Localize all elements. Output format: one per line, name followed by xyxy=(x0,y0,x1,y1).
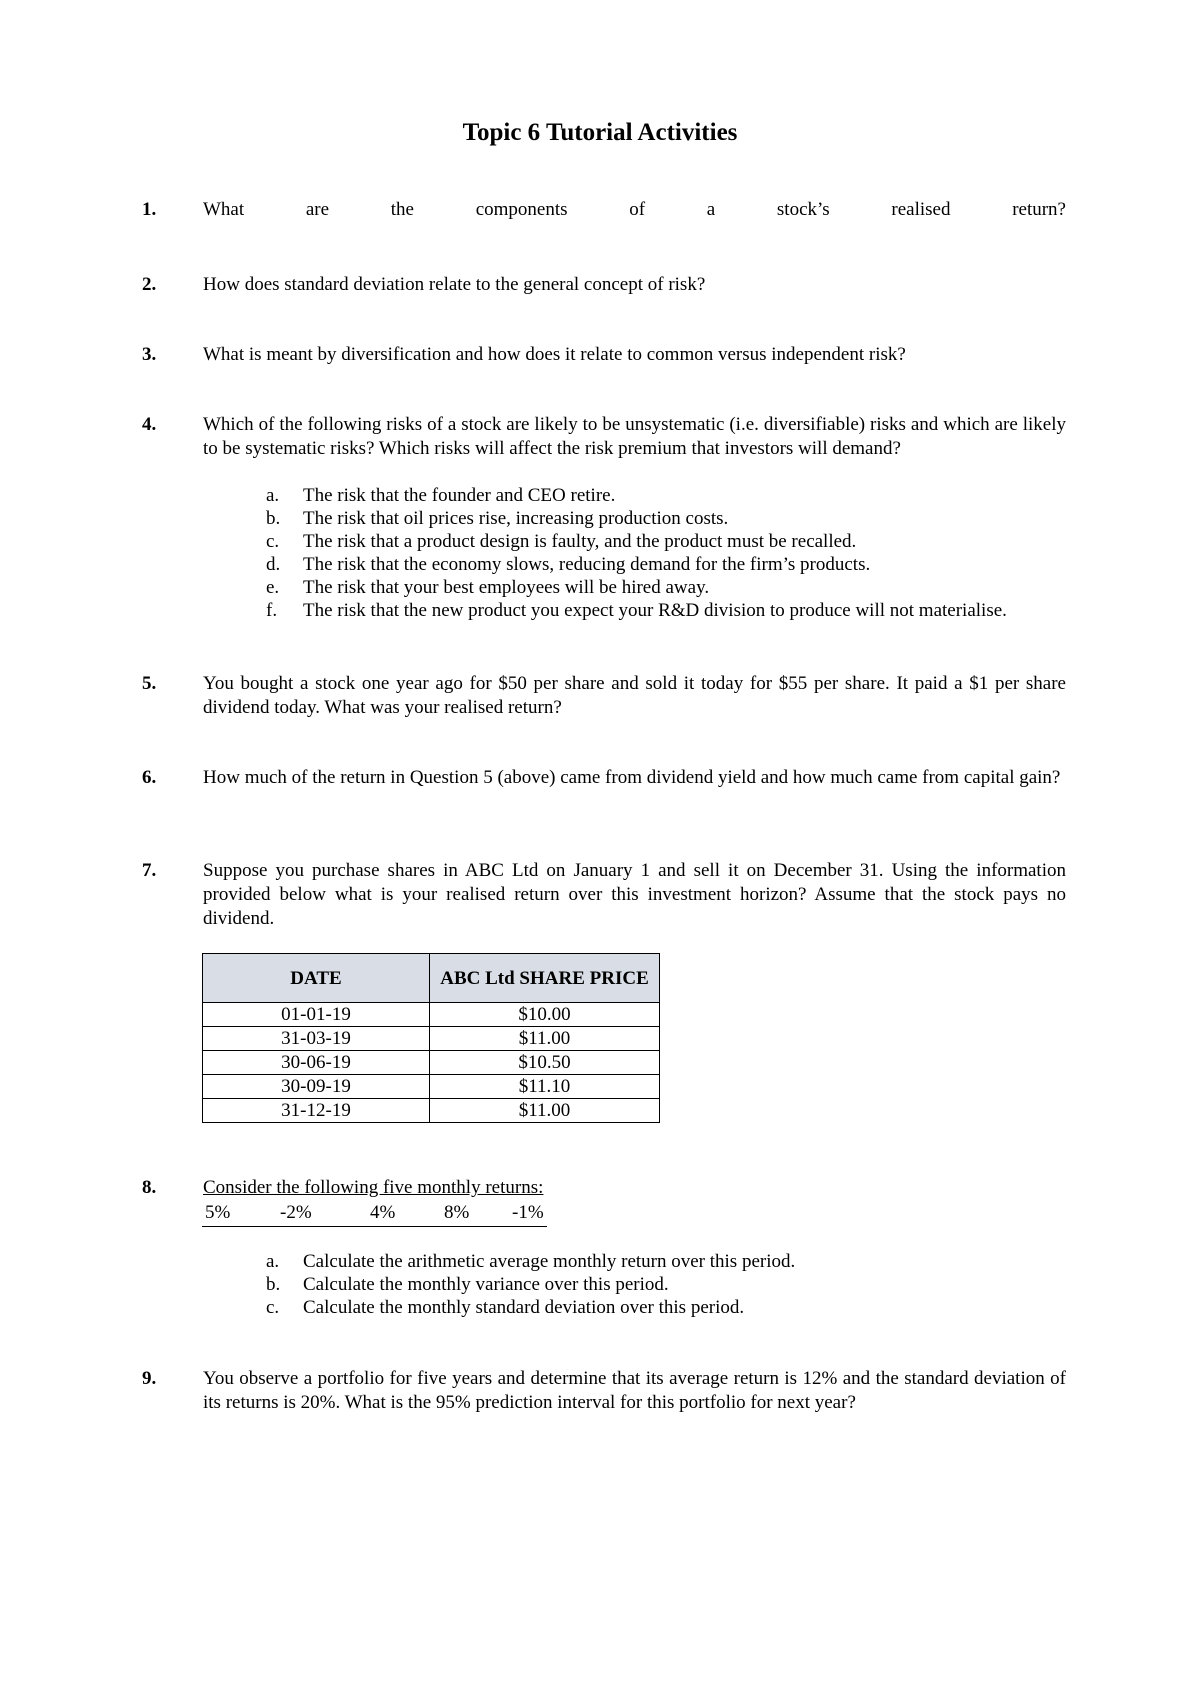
item-letter: d. xyxy=(266,554,281,575)
item-letter: b. xyxy=(266,1274,281,1295)
item-text: The risk that a product design is faulty, and the product must be recalled. xyxy=(303,531,857,552)
question-text: Which of the following risks of a stock are likely to be unsystematic (i.e. diversifiable) risks and which are likely to be systematic risks? Which risks will affect the risk premium that investors will demand? xyxy=(203,414,1066,459)
column-header-date: DATE xyxy=(203,954,430,1003)
item-text: The risk that the new product you expect your R&D division to produce will not materialise. xyxy=(303,600,1007,621)
page-title: Topic 6 Tutorial Activities xyxy=(462,119,738,146)
table-row xyxy=(203,1051,660,1075)
return-value: 4% xyxy=(370,1202,396,1223)
item-text: Calculate the monthly variance over this period. xyxy=(303,1274,669,1295)
question-text: How much of the return in Question 5 (above) came from dividend yield and how much came from capital gain? xyxy=(203,767,1061,788)
question-text: Suppose you purchase shares in ABC Ltd on January 1 and sell it on December 31. Using the information provided below what is your realised return over this investment horizon? Assume that the stock pays no dividend. xyxy=(203,860,1066,929)
item-letter: c. xyxy=(266,1297,280,1318)
return-value: 8% xyxy=(444,1202,470,1223)
question-text: You observe a portfolio for five years and determine that its average return is 12% and the standard deviation of its returns is 20%. What is the 95% prediction interval for this portfolio for next year? xyxy=(203,1368,1066,1413)
item-letter: a. xyxy=(266,1251,280,1272)
item-letter: f. xyxy=(266,600,278,621)
item-letter: c. xyxy=(266,531,280,552)
question-number: 9. xyxy=(142,1368,157,1389)
question-number: 6. xyxy=(142,767,157,788)
item-letter: b. xyxy=(266,508,281,529)
price-cell: $11.00 xyxy=(430,1099,660,1123)
question-text: How does standard deviation relate to the general concept of risk? xyxy=(203,274,706,295)
question-number: 7. xyxy=(142,860,157,881)
table-row xyxy=(203,1027,660,1051)
price-cell: $10.50 xyxy=(430,1051,660,1075)
item-text: The risk that the founder and CEO retire. xyxy=(303,485,616,506)
return-value: 5% xyxy=(205,1202,231,1223)
share-price-table xyxy=(202,953,660,1123)
item-text: The risk that your best employees will be hired away. xyxy=(303,577,710,598)
price-cell: $11.00 xyxy=(430,1027,660,1051)
date-cell: 31-12-19 xyxy=(203,1099,430,1123)
question-number: 1. xyxy=(142,199,157,220)
question-number: 2. xyxy=(142,274,157,295)
question-text: Consider the following five monthly returns: xyxy=(203,1177,544,1198)
date-cell: 01-01-19 xyxy=(203,1003,430,1027)
table-row xyxy=(203,1075,660,1099)
question-number: 8. xyxy=(142,1177,157,1198)
question-text: What is meant by diversification and how does it relate to common versus independent risk? xyxy=(203,344,906,365)
item-text: Calculate the arithmetic average monthly return over this period. xyxy=(303,1251,796,1272)
question-number: 5. xyxy=(142,673,157,694)
date-cell: 30-06-19 xyxy=(203,1051,430,1075)
table-row xyxy=(203,1003,660,1027)
price-cell: $10.00 xyxy=(430,1003,660,1027)
item-letter: e. xyxy=(266,577,280,598)
item-text: The risk that the economy slows, reducing demand for the firm’s products. xyxy=(303,554,871,575)
column-header-share-price: ABC Ltd SHARE PRICE xyxy=(430,954,660,1003)
date-cell: 30-09-19 xyxy=(203,1075,430,1099)
table-header-row xyxy=(203,954,660,1003)
date-cell: 31-03-19 xyxy=(203,1027,430,1051)
table-row xyxy=(203,1099,660,1123)
item-letter: a. xyxy=(266,485,280,506)
question-number: 4. xyxy=(142,414,157,435)
return-value: -2% xyxy=(280,1202,312,1223)
question-text: You bought a stock one year ago for $50 per share and sold it today for $55 per share. It paid a $1 per share dividend today. What was your realised return? xyxy=(203,673,1066,718)
item-text: The risk that oil prices rise, increasing production costs. xyxy=(303,508,729,529)
question-text: What are the components of a stock’s realised return? xyxy=(203,199,1066,220)
return-value: -1% xyxy=(512,1202,544,1223)
monthly-returns-row xyxy=(202,1201,547,1227)
price-cell: $11.10 xyxy=(430,1075,660,1099)
item-text: Calculate the monthly standard deviation over this period. xyxy=(303,1297,745,1318)
question-number: 3. xyxy=(142,344,157,365)
